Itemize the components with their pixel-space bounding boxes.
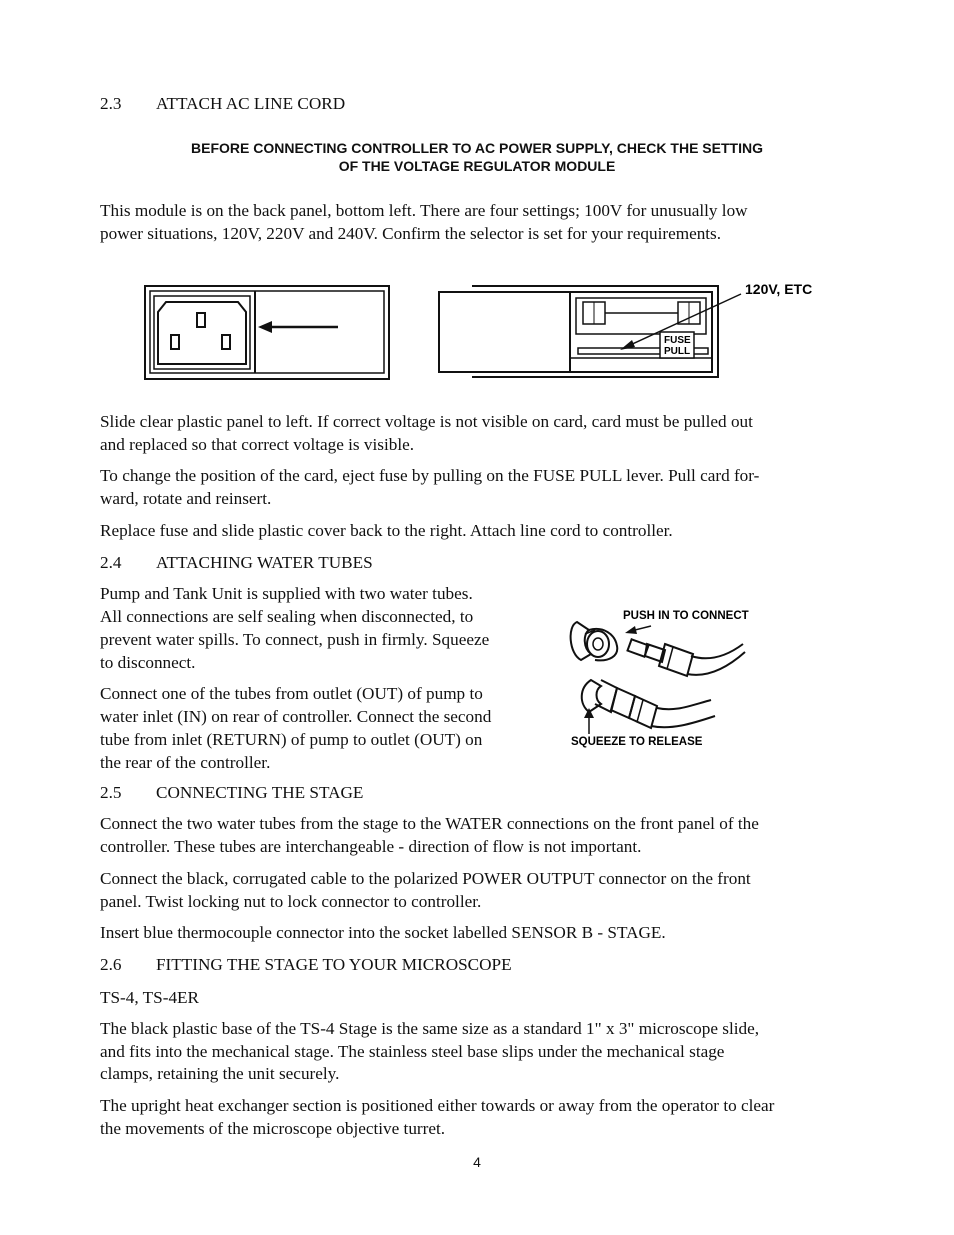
fuse-label: FUSE (664, 335, 691, 346)
section-heading-2-5: 2.5 CONNECTING THE STAGE (100, 783, 364, 802)
upright-paragraph-line-2: the movements of the microscope objective turret. (100, 1119, 446, 1138)
fuse-voltage-module-figure (436, 280, 826, 382)
stage-paragraph-line-1: Connect the two water tubes from the stage to the WATER connections on the front panel of the (100, 814, 759, 833)
voltage-setting-label: 120V, ETC (745, 281, 813, 297)
base-paragraph-line-1: The black plastic base of the TS-4 Stage is the same size as a standard 1" x 3" microscope slide, (100, 1019, 760, 1038)
change-paragraph-line-1: To change the position of the card, eject fuse by pulling on the FUSE PULL lever. Pull card for- (100, 466, 760, 485)
slide-paragraph-line-1: Slide clear plastic panel to left. If correct voltage is not visible on card, card must be pulled out (100, 412, 753, 431)
model-subheading: TS-4, TS-4ER (100, 988, 199, 1007)
pump-paragraph-line-3: prevent water spills. To connect, push in firmly. Squeeze (100, 630, 490, 649)
module-paragraph-line-1: This module is on the back panel, bottom left. There are four settings; 100V for unusually low (100, 201, 748, 220)
module-paragraph-line-2: power situations, 120V, 220V and 240V. Confirm the selector is set for your requirements. (100, 224, 722, 243)
section-heading-2-3: 2.3 ATTACH AC LINE CORD (100, 94, 346, 113)
base-paragraph-line-2: and fits into the mechanical stage. The stainless steel base slips under the mechanical stage (100, 1042, 725, 1061)
section-heading-2-6: 2.6 FITTING THE STAGE TO YOUR MICROSCOPE (100, 955, 512, 974)
replace-paragraph: Replace fuse and slide plastic cover back to the right. Attach line cord to controller. (100, 521, 673, 540)
voltage-warning: BEFORE CONNECTING CONTROLLER TO AC POWER SUPPLY, CHECK THE SETTING OF THE VOLTAGE REGULATOR MODULE (191, 140, 763, 174)
pull-label: PULL (664, 346, 691, 357)
slide-paragraph-line-2: and replaced so that correct voltage is visible. (100, 435, 415, 454)
stage-paragraph-line-2: controller. These tubes are interchangeable - direction of flow is not important. (100, 837, 642, 856)
cable-paragraph-line-2: panel. Twist locking nut to lock connector to controller. (100, 892, 482, 911)
pump-paragraph-line-4: to disconnect. (100, 653, 196, 672)
cable-paragraph-line-1: Connect the black, corrugated cable to the polarized POWER OUTPUT connector on the front (100, 869, 751, 888)
squeeze-to-release-label: SQUEEZE TO RELEASE (571, 736, 703, 748)
connect-paragraph-line-2: water inlet (IN) on rear of controller. Connect the second (100, 707, 492, 726)
base-paragraph-line-3: clamps, retaining the unit securely. (100, 1064, 340, 1083)
connect-paragraph-line-1: Connect one of the tubes from outlet (OUT) of pump to (100, 684, 483, 703)
section-heading-2-4: 2.4 ATTACHING WATER TUBES (100, 553, 373, 572)
water-tube-connector-figure (565, 604, 765, 749)
thermocouple-paragraph: Insert blue thermocouple connector into the socket labelled SENSOR B - STAGE. (100, 923, 666, 942)
upright-paragraph-line-1: The upright heat exchanger section is positioned either towards or away from the operator to clear (100, 1096, 775, 1115)
connect-paragraph-line-3: tube from inlet (RETURN) of pump to outlet (OUT) on (100, 730, 483, 749)
connect-paragraph-line-4: the rear of the controller. (100, 753, 271, 772)
page-number: 4 (473, 1154, 481, 1170)
pump-paragraph-line-1: Pump and Tank Unit is supplied with two water tubes. (100, 584, 473, 603)
pump-paragraph-line-2: All connections are self sealing when disconnected, to (100, 607, 474, 626)
push-in-to-connect-label: PUSH IN TO CONNECT (623, 610, 749, 622)
change-paragraph-line-2: ward, rotate and reinsert. (100, 489, 272, 508)
power-entry-module-figure (140, 282, 400, 384)
